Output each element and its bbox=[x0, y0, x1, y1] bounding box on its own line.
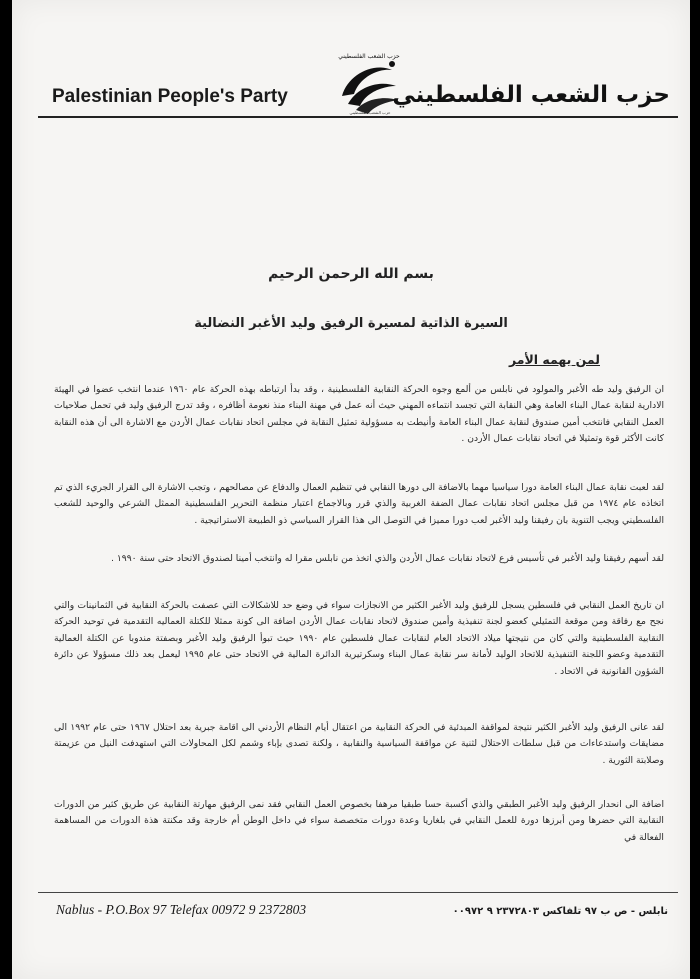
paragraph-6: اضافة الى انحدار الرفيق وليد الأغبر الطبقي والذي أكسبة حسا طبقيا مرهفا بخصوص العمل النقابي فقد نمى الرفيق مهارتة النقابية عن طريق كثير من الدورات النقابية التي حضرها ومن أبرزها دورة للعمل النقابي في بلغاريا وعدة دورات متخصصة سواء في داخل الوطن أم خارجة وقد مكنتة هذة الدورات من المساهمة الفعالة في bbox=[54, 799, 664, 843]
party-name-arabic: حزب الشعب الفلسطيني bbox=[392, 82, 670, 108]
paragraph-5: لقد عانى الرفيق وليد الأغبر الكثير نتيجة لمواقفة المبدئية في الحركة النقابية من اعتقال أيام النظام الأردني الى اقامة جبرية بعد احتلال ١٩٦٧ حتى عام ١٩٩٢ الى مضايقات واستدعاءات من قبل سلطات الاحتلال لثنية عن مواقفة السياسية والنقابية ، ولكنة تصدى بإباء وشمم لكل المحاولات التي استهدفت النيل من عزيمتة وصلابتة الثورية . bbox=[54, 722, 664, 766]
paragraph-2: لقد لعبت نقابة عمال البناء العامة دورا سياسيا مهما بالاضافة الى دورها النقابي في تنظيم العمال والدفاع عن مصالحهم ، وتجب الاشارة الى القرار الجريء الذي تم اتخاذه عام ١٩٧٤ من قبل مجلس اتحاد نقابات عمال الضفة الغربية والذي قرر وبالاجماع اعتبار منظمة التحرير الفلسطينية الممثل الشرعي والوحيد للشعب الفلسطيني ويجب التنوية بان رفيقنا وليد الأغبر لعب دورا مميزا في التوصل الى هذا القرار السياسي ذو الطبيعة الاستراتيجية . bbox=[54, 482, 664, 526]
footer-address-arabic: نابلس - ص ب ٩٧ تلفاكس ٢٣٧٢٨٠٣ ٩ ٠٠٩٧٢ bbox=[452, 906, 668, 917]
paragraph-3: لقد أسهم رفيقنا وليد الأغبر في تأسيس فرع لاتحاد نقابات عمال الأردن والذي اتخذ من نابلس مقرا له وانتخب أمينا لصندوق الاتحاد حتى سنة ١٩٩٠ . bbox=[111, 553, 664, 564]
logo-caption: حزب الشعب الفلسطيني bbox=[349, 110, 391, 115]
paragraph-1: ان الرفيق وليد طه الأغبر والمولود في نابلس من ألمع وجوه الحركة النقابية الفلسطينية ، وقد بدأ ارتباطه بهذه الحركة عام ١٩٦٠ عندما انتخب عضوا في الهيئة الادارية لنقابة عمال البناء العامة وهي النقابة التي تجسد انتماءه المهني حيث أنه عمل في مهنة البناء منذ نعومة أظافره ، وقد تدرج الرفيق وليد في تحمل صلاحيات العمل النقابي فانتخب أمين صندوق لنقابة عمال البناء العامة وأنيطت به مسؤولية تمثيل النقابة في مجلس اتحاد نقابات عمال الأردن مع الاشارة الى أن هذه النقابة كانت الأكثر قوة وتمثيلا في اتحاد نقابات عمال الأردن . bbox=[54, 384, 664, 445]
header-divider bbox=[38, 116, 678, 118]
party-name-english: Palestinian People's Party bbox=[52, 86, 288, 107]
document-heading: السيرة الذاتية لمسيرة الرفيق وليد الأغبر النضالية bbox=[194, 316, 508, 331]
section-heading: لمن يهمه الأمر bbox=[508, 352, 600, 367]
paragraph-4: ان تاريخ العمل النقابي في فلسطين يسجل للرفيق وليد الأغبر الكثير من الانجازات سواء في وضع حد للاشكالات التي عصفت بالحركة النقابية في الثمانينات والتي نجح مع رفاقة ومن موقعة التمثيلي كعضو لجنة تنفيذية وأمين صندوق لاتحاد نقابات عمال الأردن اضافة الى كونة ممثلا للكتلة العماليه التقدمية في توحيد الحركة النقابية الفلسطينية والتي كان من نتيجتها ميلاد الاتحاد العام لنقابات عمال فلسطين عام ١٩٩٠ حيث تبوأ الرفيق وليد الأغبر وبصفتة مندوبا عن الكتلة العمالية التقدمية وعضو اللجنة التنفيذية للاتحاد الوليد لأمانة سر نقابة عمال البناء وسكرتيرية الدائرة المالية في الاتحاد حتى عام ١٩٩٥ ليعمل بعد ذلك مسؤولا عن دائرة الشؤون القانونية في الاتحاد . bbox=[54, 600, 664, 677]
svg-text:حزب الشعب الفلسطيني: حزب الشعب الفلسطيني bbox=[338, 53, 400, 60]
footer-divider bbox=[38, 892, 678, 893]
basmala: بسم الله الرحمن الرحيم bbox=[268, 266, 434, 282]
footer-address-english: Nablus - P.O.Box 97 Telefax 00972 9 2372803 bbox=[56, 902, 307, 917]
document-page bbox=[12, 0, 690, 979]
